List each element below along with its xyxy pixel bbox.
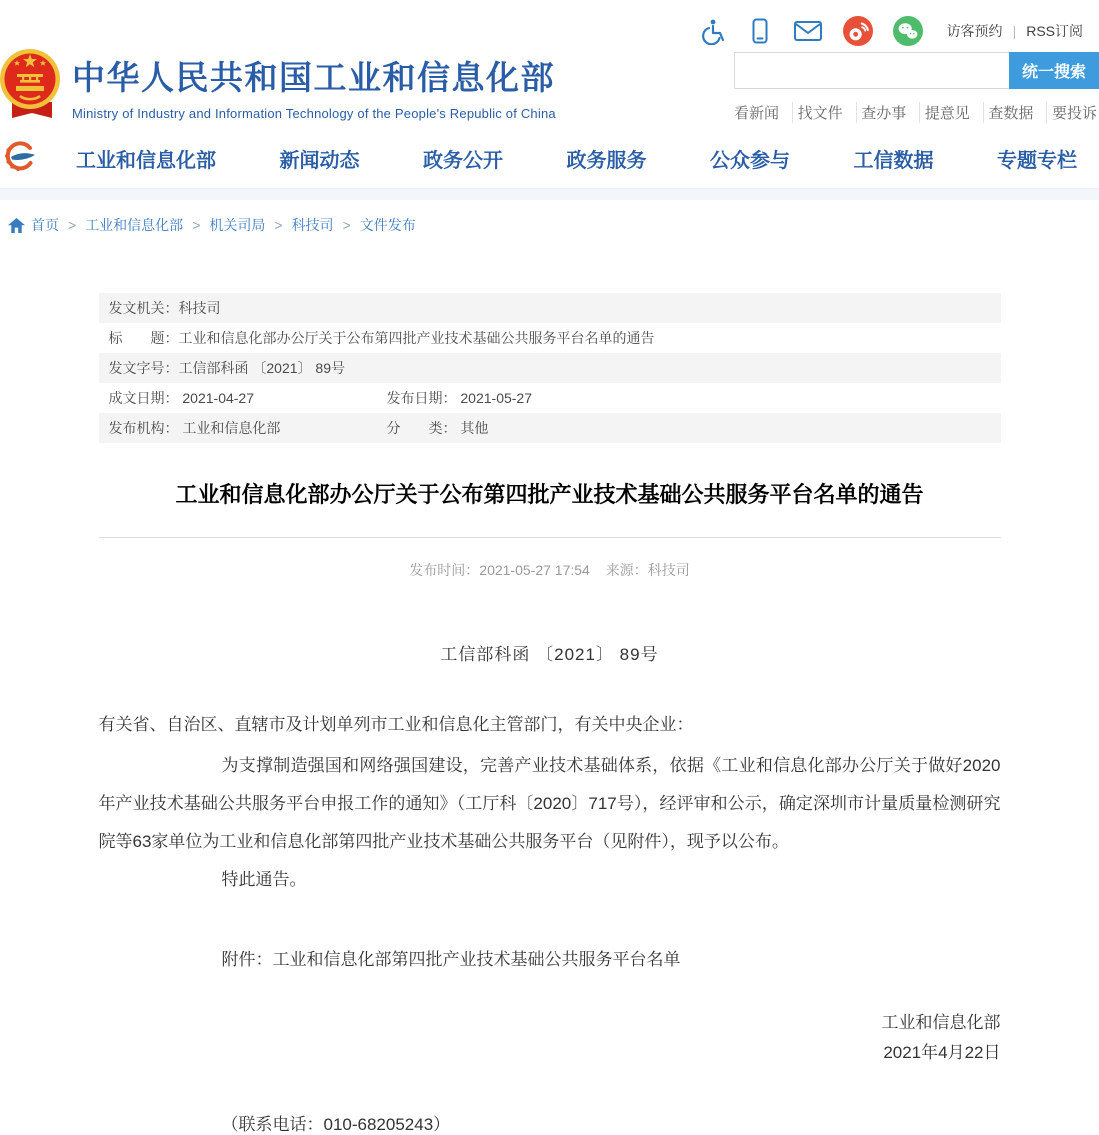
written-date-value: 2021-04-27 [182, 390, 255, 406]
doc-no-value: 工信部科函 〔2021〕 89号 [178, 360, 345, 376]
quick-links-row [734, 102, 1099, 123]
breadcrumb-miit[interactable]: 工业和信息化部 [85, 217, 184, 233]
site-subtitle: Ministry of Industry and Information Technology of the People's Republic of China [72, 106, 556, 121]
breadcrumb-separator: > [192, 217, 201, 233]
quick-link-suggest[interactable]: 提意见 [925, 102, 984, 123]
article-body [99, 640, 1001, 1135]
breadcrumb-document-release[interactable]: 文件发布 [359, 217, 416, 233]
article-title: 工业和信息化部办公厅关于公布第四批产业技术基础公共服务平台名单的通告 [175, 482, 924, 507]
main-paragraph: 为支撑制造强国和网络强国建设，完善产业技术基础体系，依据《工业和信息化部办公厅关于做好2020年产业技术基础公共服务平台申报工作的通知》（工厅科〔2020〕717号），经评审和公示，确定深圳市计量质量检测研究院等63家单位为工业和信息化部第四批产业技术基础公共服务平台（见附件），现予以公布。 [98, 756, 1001, 851]
site-title: 中华人民共和国工业和信息化部 [72, 59, 555, 96]
salutation-line: 有关省、自治区、直辖市及计划单列市工业和信息化主管部门，有关中央企业： [98, 715, 694, 734]
site-header [0, 50, 1099, 128]
unified-search-button[interactable]: 统一搜索 [1009, 52, 1099, 89]
visitor-appointment-link[interactable]: 访客预约 [946, 23, 1003, 39]
source: 来源：科技司 [605, 562, 690, 578]
nav-item-data[interactable]: 工信数据 [853, 149, 934, 172]
attachment-link[interactable]: 工业和信息化部第四批产业技术基础公共服务平台名单 [272, 950, 681, 969]
miit-mini-logo-icon [2, 138, 38, 179]
breadcrumb [0, 200, 1099, 247]
breadcrumb-home[interactable]: 首页 [31, 217, 59, 233]
breadcrumb-departments[interactable]: 机关司局 [209, 217, 266, 233]
breadcrumb-separator: > [68, 217, 77, 233]
publisher-value: 工业和信息化部 [182, 420, 281, 436]
publisher-label: 发布机构： [108, 420, 179, 436]
quick-link-data[interactable]: 查数据 [988, 102, 1047, 123]
document-meta-table [99, 293, 1001, 443]
written-date-label: 成文日期： [108, 390, 179, 406]
signature-block [99, 1008, 1001, 1068]
weibo-icon[interactable] [843, 16, 873, 46]
meta-row-doc-no [99, 353, 1001, 383]
mail-icon[interactable] [793, 19, 823, 43]
doc-title-label: 标 题： [108, 330, 179, 346]
topbar-links [947, 21, 1083, 41]
attachment-label: 附件： [221, 950, 273, 969]
breadcrumb-sci-tech-dept[interactable]: 科技司 [291, 217, 334, 233]
home-icon[interactable] [8, 218, 25, 233]
breadcrumb-separator: > [342, 217, 351, 233]
doc-no-label: 发文字号： [108, 360, 179, 376]
quick-link-complaint[interactable]: 要投诉 [1051, 105, 1097, 122]
nav-item-gov-services[interactable]: 政务服务 [566, 149, 647, 172]
issuing-dept-value: 科技司 [178, 300, 221, 316]
contact-phone-line: （联系电话：010-68205243） [221, 1115, 451, 1134]
signer: 工业和信息化部 [881, 1013, 1001, 1032]
meta-row-issuing-dept [99, 293, 1001, 323]
main-nav [0, 128, 1099, 188]
publish-date-value: 2021-05-27 [460, 390, 533, 406]
nav-bottom-strip [0, 188, 1099, 200]
accessibility-icon[interactable] [699, 18, 726, 45]
doc-number-line: 工信部科函 〔2021〕 89号 [440, 645, 659, 664]
mobile-icon[interactable] [746, 18, 773, 45]
nav-item-gov-affairs[interactable]: 政务公开 [423, 149, 503, 172]
nav-item-participation[interactable]: 公众参与 [710, 149, 790, 172]
issuing-dept-label: 发文机关： [108, 300, 179, 316]
title-divider [99, 537, 1001, 538]
breadcrumb-separator: > [274, 217, 283, 233]
publish-time: 发布时间：2021-05-27 17:54 [409, 562, 590, 578]
nav-item-topics[interactable]: 专题专栏 [997, 149, 1077, 172]
category-value: 其他 [460, 420, 489, 436]
nav-items [38, 144, 1099, 173]
attachment-line [99, 945, 1001, 970]
meta-row-dates [99, 383, 1001, 413]
nav-item-miit[interactable]: 工业和信息化部 [76, 149, 216, 172]
top-utility-bar [0, 0, 1099, 50]
quick-link-files[interactable]: 找文件 [798, 102, 857, 123]
meta-row-title [99, 323, 1001, 353]
publish-info-line [99, 560, 1001, 580]
category-label: 分 类： [386, 420, 457, 436]
search-input[interactable] [734, 52, 1009, 89]
publish-date-label: 发布日期： [386, 390, 457, 406]
rss-subscribe-link[interactable]: RSS订阅 [1026, 23, 1083, 39]
national-emblem [0, 46, 64, 127]
document-container [99, 293, 1001, 1135]
doc-title-value: 工业和信息化部办公厅关于公布第四批产业技术基础公共服务平台名单的通告 [178, 330, 655, 346]
nav-item-news[interactable]: 新闻动态 [279, 149, 360, 172]
site-title-block [72, 52, 556, 121]
sign-date: 2021年4月22日 [883, 1043, 1001, 1062]
topbar-separator: | [1012, 23, 1017, 39]
quick-link-services[interactable]: 查办事 [861, 102, 920, 123]
meta-row-publisher [99, 413, 1001, 443]
quick-link-news[interactable]: 看新闻 [734, 102, 793, 123]
closing-line: 特此通告。 [221, 870, 307, 889]
header-search-area [734, 52, 1099, 123]
wechat-icon[interactable] [893, 16, 923, 46]
